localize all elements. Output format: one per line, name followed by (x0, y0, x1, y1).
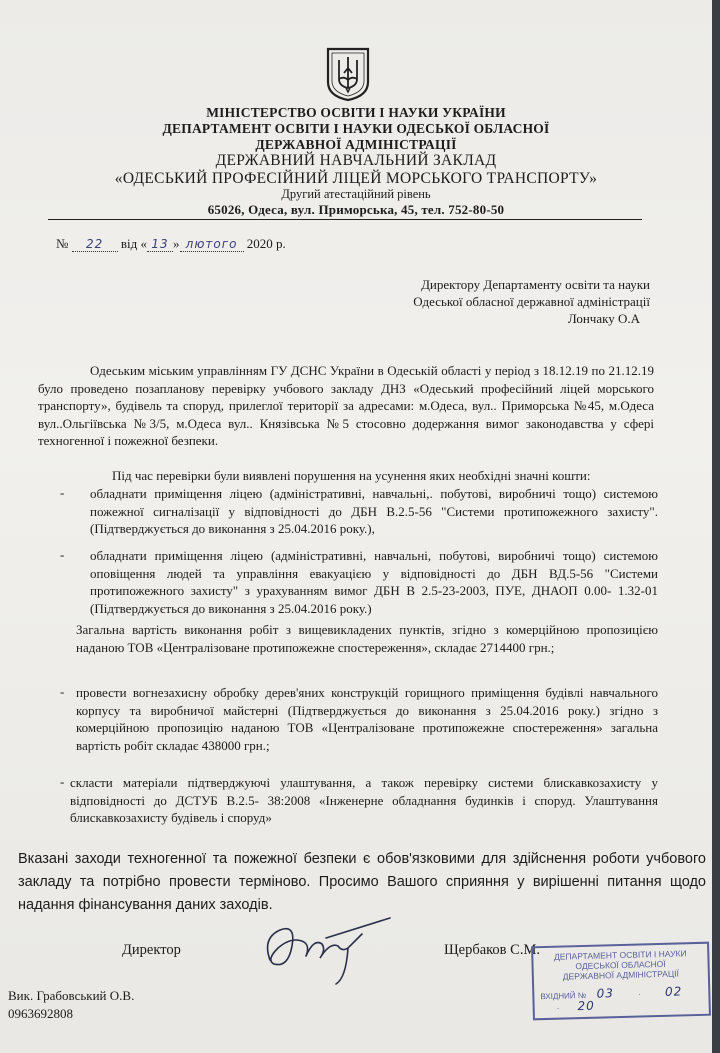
header-institution-name: «ОДЕСЬКИЙ ПРОФЕСІЙНИЙ ЛІЦЕЙ МОРСЬКОГО ТРАНСПОРТУ» (114, 170, 598, 187)
header-divider (48, 219, 642, 220)
addressee-organization: Одеської обласної державної адміністрації (413, 294, 650, 309)
registration-day: 13 (147, 237, 173, 252)
paragraph-violations: Під час перевірки були виявлені порушення на усунення яких необхідні значні кошти: (112, 468, 591, 483)
paragraph-inspection: Одеським міським управлінням ГУ ДСНС України в Одеській області у період з 18.12.19 по 21.12.19 було проведено позапланову перевірку учбового закладу ДНЗ «Одеський професійний ліцей морського транспорту», будівель та споруд, прилеглої території за адресами: м.Одеса, вул.. Приморська №45, м.Одеса вул..Ольгіївська №3/5, м.Одеса вул.. Князівська №5 стосовно додержання вимог законодавства у сфері техногенної і пожежної безпеки. (38, 363, 654, 448)
stamp-date: ВХІДНИЙ № 03 · 02 · 20 (540, 984, 683, 1014)
registration-line (56, 236, 286, 252)
signatory-title: Директор (122, 942, 181, 958)
addressee-name: Лончаку О.А (567, 311, 640, 326)
stamp-incoming-label: ВХІДНИЙ № (540, 990, 587, 1002)
header-administration: ДЕРЖАВНОЇ АДМІНІСТРАЦІЇ (255, 137, 457, 152)
stamp-date-day: 03 (596, 986, 615, 1001)
stamp-line-1: ДЕПАРТАМЕНТ ОСВІТИ І НАУКИ (553, 948, 687, 962)
bullet-marker: - (60, 485, 65, 500)
handwritten-signature-icon (252, 908, 402, 988)
registration-close: » (173, 236, 180, 251)
executor-phone: 0963692808 (8, 1006, 73, 1021)
bullet-marker: - (60, 684, 65, 699)
closing-paragraph: Вказані заходи техногенної та пожежної безпеки є обов'язковими для здійснення роботи учбового закладу та потрібно провести терміново. Просимо Вашого сприяння у вирішенні питання щодо надання фінансування даних заходів. (18, 851, 706, 913)
list-item-fire-alarm: обладнати приміщення ліцею (адміністративні, навчальні,. побутові, виробничі тощо) системою пожежної сигналізації у відповідності до ДБН В.2.5-56 "Системи протипожежного захисту". (Підтверджується до виконання з 25.04.2016 року.), (90, 486, 658, 536)
registration-year: 2020 р. (246, 236, 286, 251)
stamp-date-month: 02 (664, 984, 683, 999)
list-item-evacuation: обладнати приміщення ліцею (адміністративні, навчальні, побутові, виробничі тощо) системою оповіщення людей та управління евакуацією у відповідності до ДБН ВД.5-56 "Системи протипожежного захисту" з урахуванням вимог ДБН В 2.5-23-2003, ПУЕ, ДНАОП 0.00- 1.32-01 (Підтверджується до виконання з 25.04.2016 року.) (90, 548, 658, 616)
header-institution-type: ДЕРЖАВНИЙ НАВЧАЛЬНИЙ ЗАКЛАД (215, 152, 497, 169)
registration-prefix: № (56, 236, 69, 251)
registration-month: лютого (180, 237, 244, 252)
background-edge (712, 0, 720, 1053)
registration-number: 22 (72, 237, 118, 252)
list-item-fireproofing: провести вогнезахисну обробку дерев'яних конструкцій горищного приміщення будівлі навчального корпусу та виробничої майстерні (Підтверджується до виконання з 25.04.2016 року.) згідно з комерційною пропозицію наданою ТОВ «Централізоване протипожежне спостереження» загальна вартість робіт складає 438000 грн.; (76, 685, 658, 753)
header-accreditation: Другий атестаційний рівень (281, 187, 431, 201)
list-item-lightning-protection: скласти матеріали підтверджуючі улаштування, а також перевірку системи блискавкозахисту у відповідності до ДСТУБ В.2.5- 38:2008 «Інженерне обладнання будинків і споруд. Улаштування блискавкозахисту будівель і споруд» (70, 775, 658, 825)
header-address: 65026, Одеса, вул. Приморська, 45, тел. 752-80-50 (207, 202, 505, 217)
registration-from: від « (120, 236, 148, 251)
bullet-marker: - (60, 547, 65, 562)
bullet-marker: - (60, 774, 65, 789)
addressee-position: Директору Департаменту освіти та науки (421, 277, 650, 292)
header-department: ДЕПАРТАМЕНТ ОСВІТИ І НАУКИ ОДЕСЬКОЇ ОБЛАСНОЇ (162, 121, 550, 136)
stamp-date-year: 20 (577, 998, 596, 1014)
header-ministry: МІНІСТЕРСТВО ОСВІТИ І НАУКИ УКРАЇНИ (206, 105, 506, 120)
coat-of-arms-icon (323, 46, 373, 102)
stamp-line-3: ДЕРЖАВНОЇ АДМІНІСТРАЦІЇ (562, 968, 680, 982)
incoming-registration-stamp (531, 942, 711, 1021)
executor-name: Вик. Грабовський О.В. (8, 988, 135, 1003)
paragraph-total-cost: Загальна вартість виконання робіт з вищевикладених пунктів, згідно з комерційною пропозицією наданою ТОВ «Централізоване протипожежне спостереження», складає 2714400 грн.; (76, 622, 658, 655)
stamp-line-2: ОДЕСЬКОЇ ОБЛАСНОЇ (575, 958, 666, 972)
signatory-name: Щербаков С.М. (444, 942, 540, 958)
